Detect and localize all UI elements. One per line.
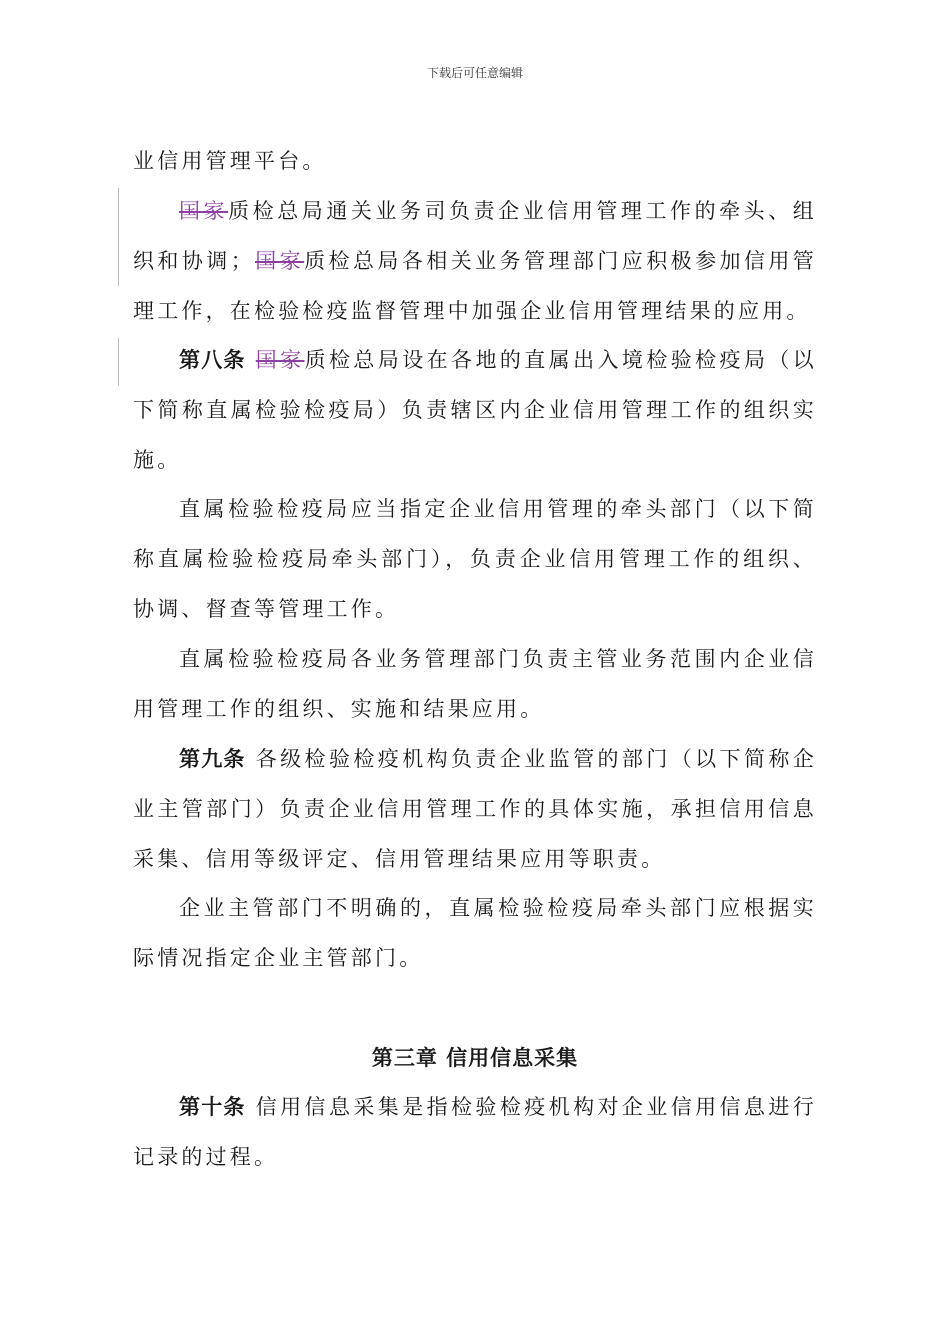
article-text: 信用信息采集是指检验检疫机构对企业信用信息进行记录的过程。	[133, 1095, 817, 1169]
deleted-text: 国家	[179, 199, 229, 223]
paragraph-tongguan	[133, 186, 817, 336]
paragraph-text: 质检总局各相关业务管理部门应积极参加信用管理工作，在检验检疫监督管理中加强企业信用管理结果的应用。	[133, 249, 818, 323]
paragraph-continuation: 业信用管理平台。	[133, 149, 327, 173]
article-number: 第十条	[179, 1095, 246, 1119]
article-10	[133, 1082, 817, 1182]
revision-bar	[118, 188, 119, 286]
article-8	[133, 335, 817, 485]
chapter-title: 第三章 信用信息采集	[371, 1046, 579, 1070]
page-header: 下载后可任意编辑	[426, 66, 523, 80]
paragraph-business-departments: 直属检验检疫局各业务管理部门负责主管业务范围内企业信用管理工作的组织、实施和结果应用。	[133, 647, 817, 721]
revision-bar	[118, 338, 119, 386]
article-text: 质检总局设在各地的直属出入境检验检疫局（以下简称直属检验检疫局）负责辖区内企业信用管理工作的组织实施。	[133, 348, 817, 472]
article-9	[133, 734, 817, 884]
deleted-text: 国家	[255, 348, 305, 372]
article-number: 第九条	[179, 747, 246, 771]
paragraph-lead-department: 直属检验检疫局应当指定企业信用管理的牵头部门（以下简称直属检验检疫局牵头部门），负责企业信用管理工作的组织、协调、督查等管理工作。	[133, 497, 817, 621]
paragraph-text: 质检总局通关业务司负责企业信用管理工作的牵头、组织和协调；	[133, 199, 817, 273]
deleted-text: 国家	[254, 249, 305, 273]
paragraph-designation: 企业主管部门不明确的，直属检验检疫局牵头部门应根据实际情况指定企业主管部门。	[133, 896, 817, 970]
article-number: 第八条	[179, 348, 246, 372]
article-text: 各级检验检疫机构负责企业监管的部门（以下简称企业主管部门）负责企业信用管理工作的具体实施，承担信用信息采集、信用等级评定、信用管理结果应用等职责。	[133, 747, 817, 871]
